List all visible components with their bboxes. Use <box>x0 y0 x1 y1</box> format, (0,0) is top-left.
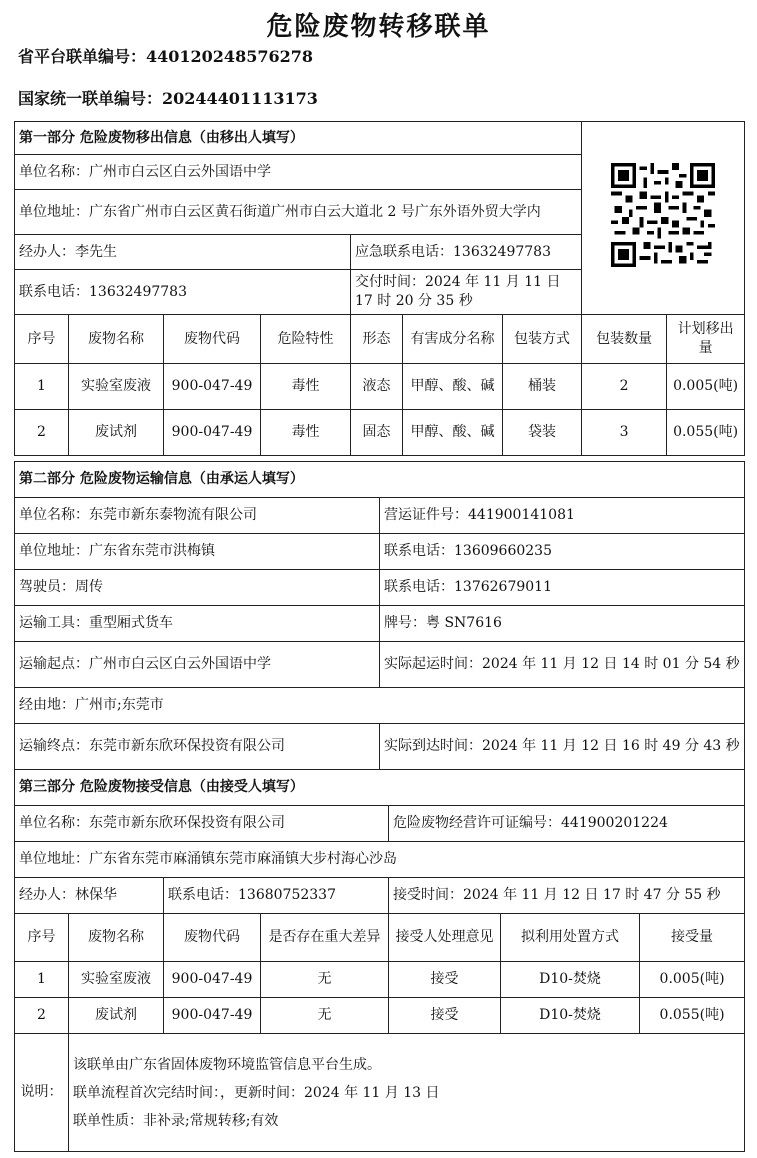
part3-permit: 危险废物经营许可证编号：441900201224 <box>389 806 745 842</box>
note-line: 联单流程首次完结时间：，更新时间：2024 年 11 月 13 日 <box>73 1084 440 1101</box>
part1-heading: 第一部分 危险废物移出信息（由移出人填写） <box>15 122 582 155</box>
qr-code-cell <box>582 122 745 315</box>
column-header: 是否存在重大差异 <box>261 914 389 962</box>
column-header: 废物名称 <box>69 315 164 364</box>
table-cell: 实验室废液 <box>69 962 164 998</box>
table-cell: 实验室废液 <box>69 364 164 410</box>
part2-vehicle: 运输工具：重型厢式货车 <box>15 606 380 642</box>
part2-phone2: 联系电话：13762679011 <box>380 570 745 606</box>
part2-via: 经由地：广州市;东莞市 <box>15 688 745 724</box>
column-header: 危险特性 <box>261 315 351 364</box>
part2-destination: 运输终点：东莞市新东欣环保投资有限公司 <box>15 724 380 770</box>
document-title: 危险废物转移联单 <box>266 12 491 42</box>
table-cell: 甲醇、酸、碱 <box>403 364 503 410</box>
note-content <box>69 1034 745 1152</box>
table-cell: 0.005(吨) <box>640 962 745 998</box>
table-cell: 2 <box>15 410 69 456</box>
note-line: 该联单由广东省固体废物环境监管信息平台生成。 <box>73 1056 381 1073</box>
table-cell: 2 <box>15 998 69 1034</box>
table-cell: 3 <box>582 410 667 456</box>
table-cell: 甲醇、酸、碱 <box>403 410 503 456</box>
note-label: 说明： <box>15 1034 69 1152</box>
table-row <box>15 410 745 456</box>
part3-phone: 联系电话：13680752337 <box>164 878 389 914</box>
table-cell: D10-焚烧 <box>501 962 640 998</box>
part3-table <box>14 769 745 1152</box>
table-cell: 液态 <box>351 364 403 410</box>
table-row <box>15 998 745 1034</box>
table-cell: 无 <box>261 962 389 998</box>
part1-phone: 联系电话：13632497783 <box>15 270 351 315</box>
part1-table <box>14 121 745 456</box>
table-cell: 无 <box>261 998 389 1034</box>
table-cell: 1 <box>15 962 69 998</box>
table-cell: 900-047-49 <box>164 364 261 410</box>
part3-receive-time: 接受时间：2024 年 11 月 12 日 17 时 47 分 55 秒 <box>389 878 745 914</box>
table-cell: 900-047-49 <box>164 962 261 998</box>
part2-license: 营运证件号：441900141081 <box>380 498 745 534</box>
table-cell: 袋装 <box>503 410 582 456</box>
provincial-number: 省平台联单编号：440120248576278 <box>18 47 313 66</box>
part2-unit-address: 单位地址：广东省东莞市洪梅镇 <box>15 534 380 570</box>
part2-arrive-time: 实际到达时间：2024 年 11 月 12 日 16 时 49 分 43 秒 <box>380 724 745 770</box>
part1-unit-address: 单位地址：广东省广州市白云区黄石街道广州市白云大道北 2 号广东外语外贸大学内 <box>15 190 582 235</box>
table-cell: 接受 <box>389 998 501 1034</box>
table-cell: D10-焚烧 <box>501 998 640 1034</box>
part1-unit-name: 单位名称：广州市白云区白云外国语中学 <box>15 155 582 190</box>
part2-phone1: 联系电话：13609660235 <box>380 534 745 570</box>
column-header: 拟利用处置方式 <box>501 914 640 962</box>
table-cell: 0.005(吨) <box>667 364 745 410</box>
table-cell: 0.055(吨) <box>640 998 745 1034</box>
part2-depart-time: 实际起运时间：2024 年 11 月 12 日 14 时 01 分 54 秒 <box>380 642 745 688</box>
table-cell: 2 <box>582 364 667 410</box>
part3-heading: 第三部分 危险废物接受信息（由接受人填写） <box>15 770 745 806</box>
part2-plate: 牌号：粤 SN7616 <box>380 606 745 642</box>
part1-emergency-phone: 应急联系电话：13632497783 <box>351 235 582 270</box>
table-cell: 毒性 <box>261 364 351 410</box>
table-cell: 1 <box>15 364 69 410</box>
qr-code-icon <box>611 163 715 267</box>
part1-handler: 经办人：李先生 <box>15 235 351 270</box>
part2-driver: 驾驶员：周传 <box>15 570 380 606</box>
column-header: 计划移出量 <box>667 315 745 364</box>
column-header: 废物代码 <box>164 914 261 962</box>
table-row <box>15 364 745 410</box>
table-cell: 毒性 <box>261 410 351 456</box>
table-cell: 900-047-49 <box>164 998 261 1034</box>
column-header: 包装方式 <box>503 315 582 364</box>
table-cell: 废试剂 <box>69 410 164 456</box>
part3-handler: 经办人：林保华 <box>15 878 164 914</box>
table-cell: 固态 <box>351 410 403 456</box>
part2-table <box>14 461 745 770</box>
column-header: 序号 <box>15 914 69 962</box>
table-cell: 0.055(吨) <box>667 410 745 456</box>
part3-unit-name: 单位名称：东莞市新东欣环保投资有限公司 <box>15 806 389 842</box>
table-cell: 900-047-49 <box>164 410 261 456</box>
table-cell: 桶装 <box>503 364 582 410</box>
column-header: 接受量 <box>640 914 745 962</box>
column-header: 包装数量 <box>582 315 667 364</box>
part2-heading: 第二部分 危险废物运输信息（由承运人填写） <box>15 462 745 498</box>
part2-origin: 运输起点：广州市白云区白云外国语中学 <box>15 642 380 688</box>
column-header: 形态 <box>351 315 403 364</box>
table-cell: 接受 <box>389 962 501 998</box>
column-header: 废物代码 <box>164 315 261 364</box>
part1-handover-time: 交付时间：2024 年 11 月 11 日 17 时 20 分 35 秒 <box>351 270 582 315</box>
national-number: 国家统一联单编号：20244401113173 <box>18 89 318 108</box>
part3-unit-address: 单位地址：广东省东莞市麻涌镇东莞市麻涌镇大步村海心沙岛 <box>15 842 745 878</box>
table-cell: 废试剂 <box>69 998 164 1034</box>
column-header: 废物名称 <box>69 914 164 962</box>
column-header: 有害成分名称 <box>403 315 503 364</box>
column-header: 接受人处理意见 <box>389 914 501 962</box>
note-line: 联单性质：非补录;常规转移;有效 <box>73 1112 279 1129</box>
table-row <box>15 962 745 998</box>
part2-unit-name: 单位名称：东莞市新东泰物流有限公司 <box>15 498 380 534</box>
column-header: 序号 <box>15 315 69 364</box>
